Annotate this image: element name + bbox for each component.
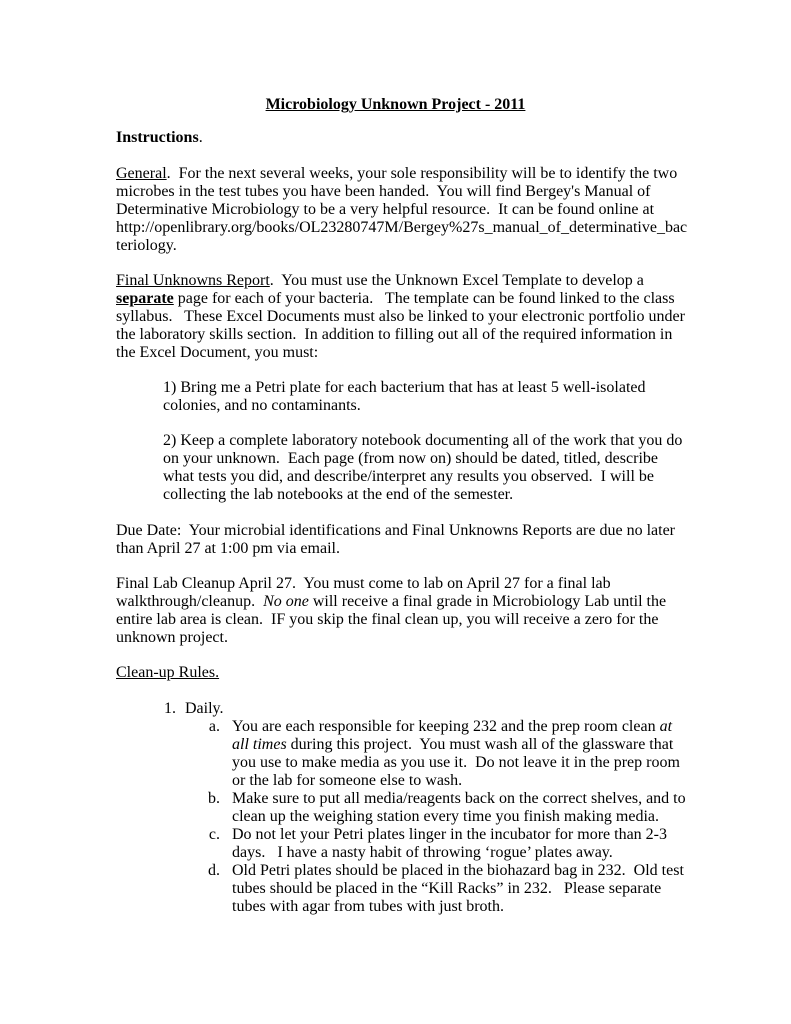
sub-a-line-3: you use to make media as you use it. Do not leave it in the prep room: [232, 754, 680, 771]
instructions-heading-text: Instructions: [116, 129, 199, 146]
final-report-line-1: [116, 272, 644, 290]
item2-line-1: 2) Keep a complete laboratory notebook documenting all of the work that you do: [163, 432, 683, 449]
final-report-line-4: the laboratory skills section. In addition to filling out all of the required information in: [116, 326, 673, 343]
due-date-line-2: than April 27 at 1:00 pm via email.: [116, 540, 340, 557]
final-report-text-2: page for each of your bacteria. The template can be found linked to the class: [173, 290, 675, 307]
no-one-emphasis: No one: [263, 593, 309, 610]
general-label: General: [116, 165, 167, 182]
sub-a-line-1: [232, 718, 672, 736]
daily-label: Daily.: [185, 700, 224, 717]
final-report-line-3: syllabus. These Excel Documents must also be linked to your electronic portfolio under: [116, 308, 685, 325]
sub-d-line-3: tubes with agar from tubes with just broth.: [232, 898, 504, 915]
general-line-3: Determinative Microbiology to be a very helpful resource. It can be found online at: [116, 201, 655, 218]
separate-emphasis: separate: [116, 290, 174, 307]
general-line-5: teriology.: [116, 237, 177, 254]
list-number-1: 1.: [164, 700, 176, 717]
sub-d-line-1: Old Petri plates should be placed in the biohazard bag in 232. Old test: [232, 862, 684, 879]
sub-label-d: d.: [208, 862, 220, 879]
general-line-2: microbes in the test tubes you have been handed. You will find Bergey's Manual of: [116, 183, 651, 200]
cleanup-line-1: Final Lab Cleanup April 27. You must come to lab on April 27 for a final lab: [116, 575, 611, 592]
sub-a-line-2: [232, 736, 673, 754]
at-emphasis: at: [659, 718, 673, 735]
cleanup-line-2: [116, 593, 666, 611]
rules-heading: Clean-up Rules.: [116, 664, 220, 681]
general-line-1: [116, 165, 677, 183]
instructions-heading: [116, 129, 203, 147]
item2-line-2: on your unknown. Each page (from now on) should be dated, titled, describe: [163, 450, 658, 467]
item1-line-2: colonies, and no contaminants.: [163, 397, 361, 414]
due-date-line-1: Due Date: Your microbial identifications and Final Unknowns Reports are due no later: [116, 522, 675, 539]
final-report-line-2: [116, 290, 675, 308]
sub-a-text-1: You are each responsible for keeping 232 and the prep room clean: [232, 718, 660, 735]
all-times-emphasis: all times: [232, 736, 287, 753]
general-text-1: . For the next several weeks, your sole responsibility will be to identify the two: [166, 165, 678, 182]
final-report-line-5: the Excel Document, you must:: [116, 344, 319, 361]
sub-b-line-1: Make sure to put all media/reagents back on the correct shelves, and to: [232, 790, 686, 807]
item2-line-4: collecting the lab notebooks at the end of the semester.: [163, 486, 514, 503]
final-report-text-1: . You must use the Unknown Excel Template to develop a: [269, 272, 644, 289]
sub-c-line-1: Do not let your Petri plates linger in the incubator for more than 2-3: [232, 826, 667, 843]
general-url-line: http://openlibrary.org/books/OL23280747M/Bergey%27s_manual_of_determinative_bac: [116, 219, 688, 236]
item2-line-3: what tests you did, and describe/interpret any results you observed. I will be: [163, 468, 654, 485]
cleanup-line-4: unknown project.: [116, 629, 228, 646]
sub-b-line-2: clean up the weighing station every time you finish making media.: [232, 808, 660, 825]
sub-a-line-4: or the lab for someone else to wash.: [232, 772, 463, 789]
sub-a-text-2: during this project. You must wash all of the glassware that: [286, 736, 674, 753]
item1-line-1: 1) Bring me a Petri plate for each bacterium that has at least 5 well-isolated: [163, 379, 646, 396]
cleanup-text-2b: will receive a final grade in Microbiology Lab until the: [308, 593, 667, 610]
sub-d-line-2: tubes should be placed in the “Kill Racks” in 232. Please separate: [232, 880, 662, 897]
cleanup-line-3: entire lab area is clean. IF you skip the final clean up, you will receive a zero for the: [116, 611, 659, 628]
sub-label-b: b.: [208, 790, 220, 807]
sub-label-a: a.: [208, 718, 220, 735]
page-title: Microbiology Unknown Project - 2011: [265, 96, 526, 113]
cleanup-text-2a: walkthrough/cleanup.: [116, 593, 264, 610]
instructions-heading-period: .: [198, 129, 203, 146]
final-report-label: Final Unknowns Report: [116, 272, 270, 289]
sub-label-c: c.: [208, 826, 220, 843]
sub-c-line-2: days. I have a nasty habit of throwing ‘rogue’ plates away.: [232, 844, 613, 861]
